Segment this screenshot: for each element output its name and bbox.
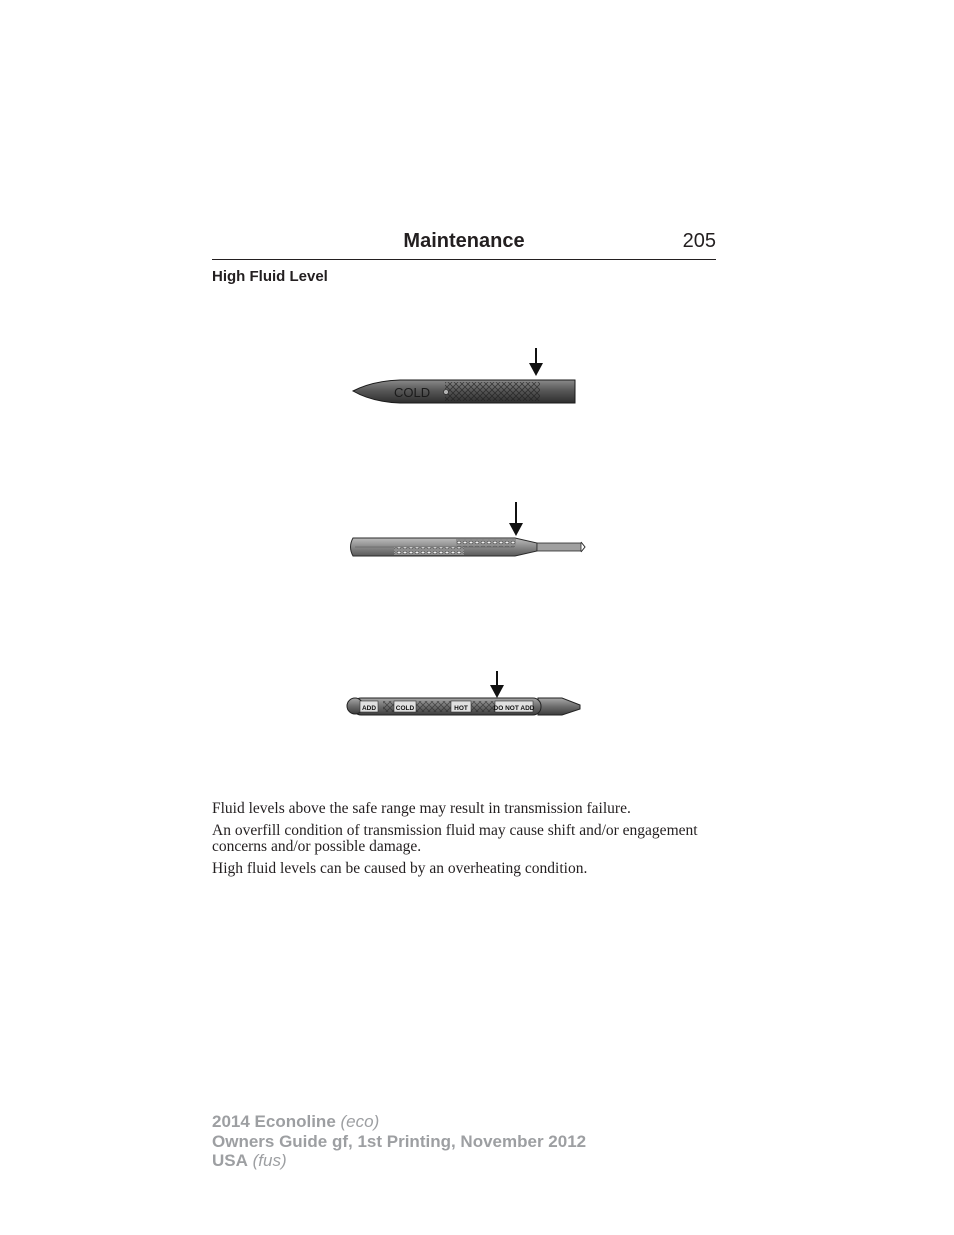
dipstick-3-label-cold: COLD [395, 705, 415, 712]
dipstick-3-label-hot: HOT [454, 705, 468, 712]
footer-model-code: (eco) [340, 1112, 380, 1131]
paragraph: High fluid levels can be caused by an overheating condition. [212, 860, 588, 877]
page-number: 205 [682, 230, 716, 252]
footer-region-line [212, 1151, 586, 1171]
paragraph: Fluid levels above the safe range may result in transmission failure. [212, 800, 631, 817]
footer-guide: Owners Guide gf, 1st Printing, November 2012 [212, 1131, 587, 1151]
footer-guide-line [212, 1132, 586, 1152]
dipstick-3-label-do-not-add: DO NOT ADD [493, 705, 535, 712]
page-footer [212, 1112, 586, 1171]
level-arrow-2 [509, 502, 523, 536]
dipstick-1 [353, 380, 575, 403]
subheading: High Fluid Level [212, 268, 328, 285]
dipstick-2 [351, 538, 586, 556]
dipstick-1-label: COLD [394, 385, 431, 400]
footer-region: USA [212, 1151, 248, 1170]
body-text [212, 801, 716, 883]
footer-model: 2014 Econoline [212, 1112, 336, 1131]
dipstick-3-label-add: ADD [361, 705, 377, 712]
paragraph: An overfill condition of transmission fluid may cause shift and/or engagement concerns and/or possible damage. [212, 822, 698, 855]
footer-region-code: (fus) [252, 1151, 287, 1170]
level-arrow-3 [490, 671, 504, 698]
footer-model-line [212, 1112, 586, 1132]
section-title: Maintenance [403, 230, 525, 252]
dipstick-3 [347, 698, 580, 715]
level-arrow-1 [529, 348, 543, 376]
